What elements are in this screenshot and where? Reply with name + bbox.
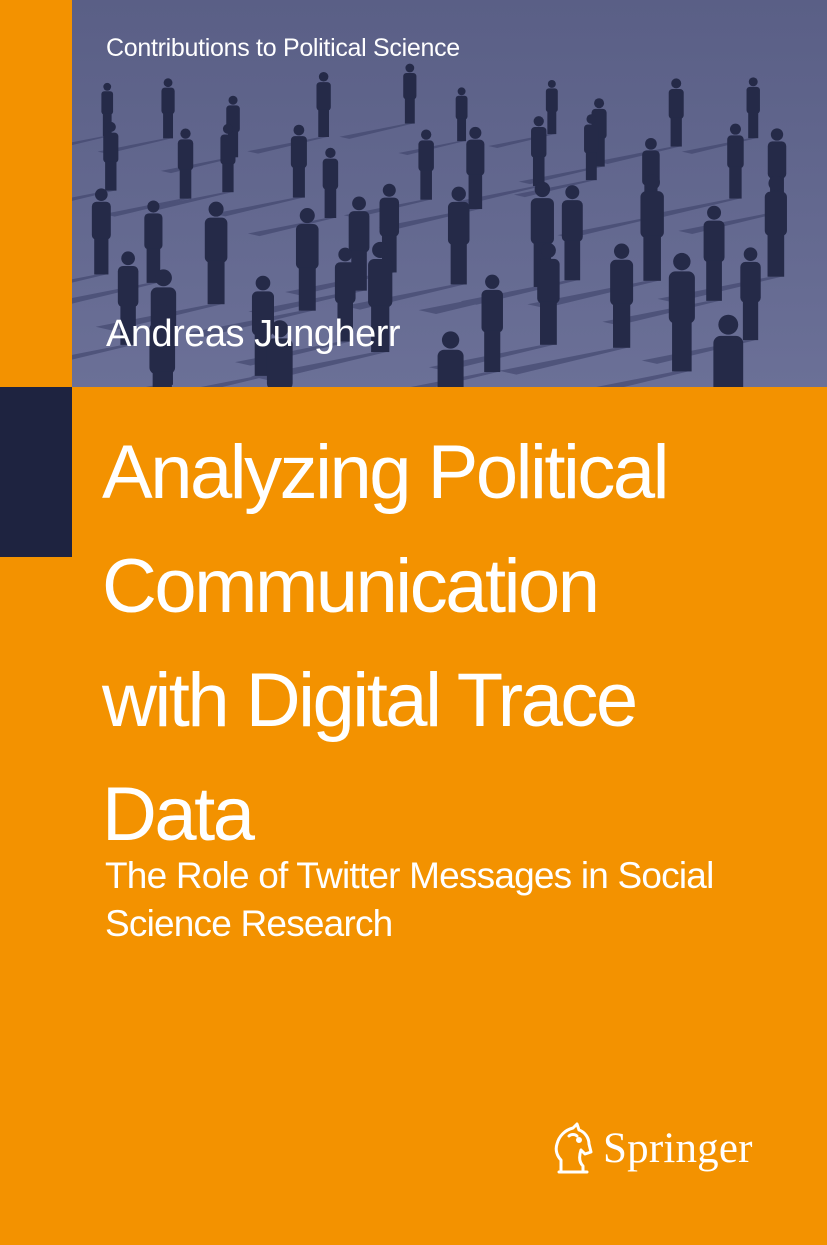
dark-accent-tab xyxy=(0,387,72,557)
book-title xyxy=(102,416,802,872)
title-line: Data xyxy=(102,772,253,857)
book-subtitle xyxy=(105,852,795,948)
springer-horse-logo-icon xyxy=(549,1120,595,1176)
title-line: Analyzing Political xyxy=(102,430,668,515)
subtitle-line: Science Research xyxy=(105,903,393,944)
publisher-mark xyxy=(549,1118,753,1178)
series-title: Contributions to Political Science xyxy=(106,34,460,62)
author-name: Andreas Jungherr xyxy=(106,313,401,355)
title-line: Communication xyxy=(102,544,598,629)
subtitle-line: The Role of Twitter Messages in Social xyxy=(105,855,714,896)
title-line: with Digital Trace xyxy=(102,658,636,743)
publisher-name: Springer xyxy=(603,1124,753,1172)
